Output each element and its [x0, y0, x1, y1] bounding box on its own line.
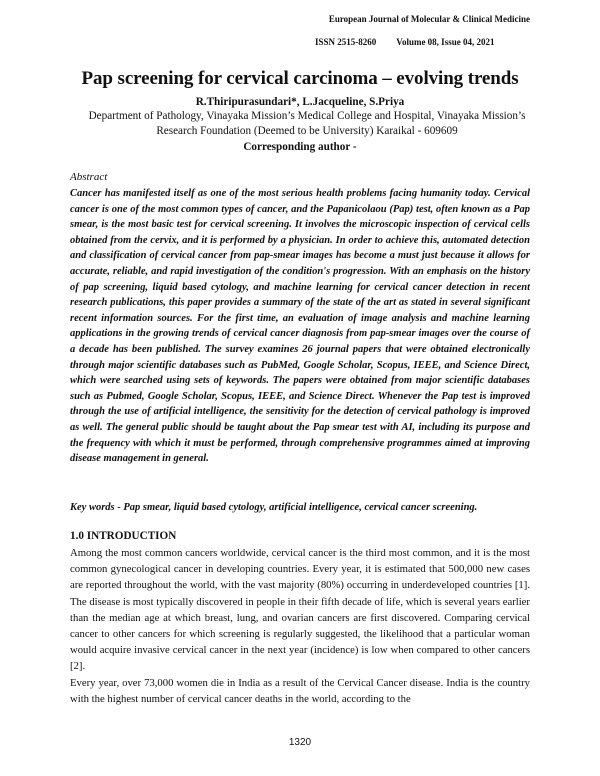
journal-name: European Journal of Molecular & Clinical Medicine	[328, 14, 530, 24]
corresponding-author: Corresponding author -	[243, 141, 357, 153]
page-number: 1320	[288, 737, 312, 748]
issn: ISSN 2515-8260	[315, 37, 377, 47]
issn-line	[315, 37, 494, 47]
volume-issue: Volume 08, Issue 04, 2021	[396, 37, 495, 47]
paper-title: Pap screening for cervical carcinoma – evolving trends	[81, 68, 519, 89]
paragraph: Every year, over 73,000 women die in India as a result of the Cervical Cancer disease. India is the country with the highest number of cervical cancer deaths in the world, according to the	[70, 676, 530, 705]
introduction-heading: 1.0 INTRODUCTION	[70, 530, 177, 542]
abstract-body: Cancer has manifested itself as one of the most serious health problems facing humanity today. Cervical cancer is one of the most common types of cancer, and the Papanicolaou (Pap) test, often known as a Pap smear, is the most basic test for cervical screening. It involves the microscopic inspection of cervical cells obtained from the cervix, and it is performed by a physician. In order to achieve this, automated detection and classification of cervical cancer from pap-smear images has become a must just because it allows for accurate, reliable, and rapid investigation of the condition's progression. With an emphasis on the history of pap screening, liquid based cytology, and machine learning for cervical cancer detection in recent research publications, this paper provides a summary of the state of the art as stated in several significant recent information sources. For the first time, an evaluation of image analysis and machine learning applications in the growing trends of cervical cancer diagnosis from pap-smear images over the course of a decade has been published. The survey examines 26 journal papers that were obtained electronically through major scientific databases such as PubMed, Google Scholar, Scopus, IEEE, and Science Direct, which were searched using sets of keywords. The papers were obtained from major scientific databases such as Pubmed, Google Scholar, Scopus, IEEE, and Science Direct. Whenever the Pap test is improved through the use of artificial intelligence, the sensitivity for the detection of cervical pathology is improved as well. The general public should be taught about the Pap smear test with AI, including its purpose and the frequency with which it must be performed, through comprehensive programmes aimed at improving disease management in general.	[70, 188, 530, 465]
introduction-body	[70, 545, 530, 707]
abstract-heading: Abstract	[70, 171, 108, 183]
authors: R.Thiripurasundari*, L.Jacqueline, S.Priya	[195, 96, 405, 108]
affiliation: Department of Pathology, Vinayaka Mission’s Medical College and Hospital, Vinayaka Mission’s Research Foundation (Deemed to be University) Karaikal - 609609	[88, 110, 526, 137]
paragraph: Among the most common cancers worldwide, cervical cancer is the third most common, and it is the most common gynecological cancer in developing countries. Every year, it is estimated that 500,000 new cases are reported throughout the world, with the vast majority (80%) occurring in underdeveloped countries [1]. The disease is most typically discovered in people in their fifth decade of life, which is several years earlier than the median age at which breast, lung, and ovarian cancers are first discovered. Comparing cervical cancer to other cancers for which screening is regularly suggested, the likelihood that a particular woman would acquire invasive cervical cancer in the next year (incidence) is low when compared to other cancers [2].	[70, 547, 530, 673]
keywords: Key words - Pap smear, liquid based cytology, artificial intelligence, cervical cancer screening.	[70, 502, 478, 513]
